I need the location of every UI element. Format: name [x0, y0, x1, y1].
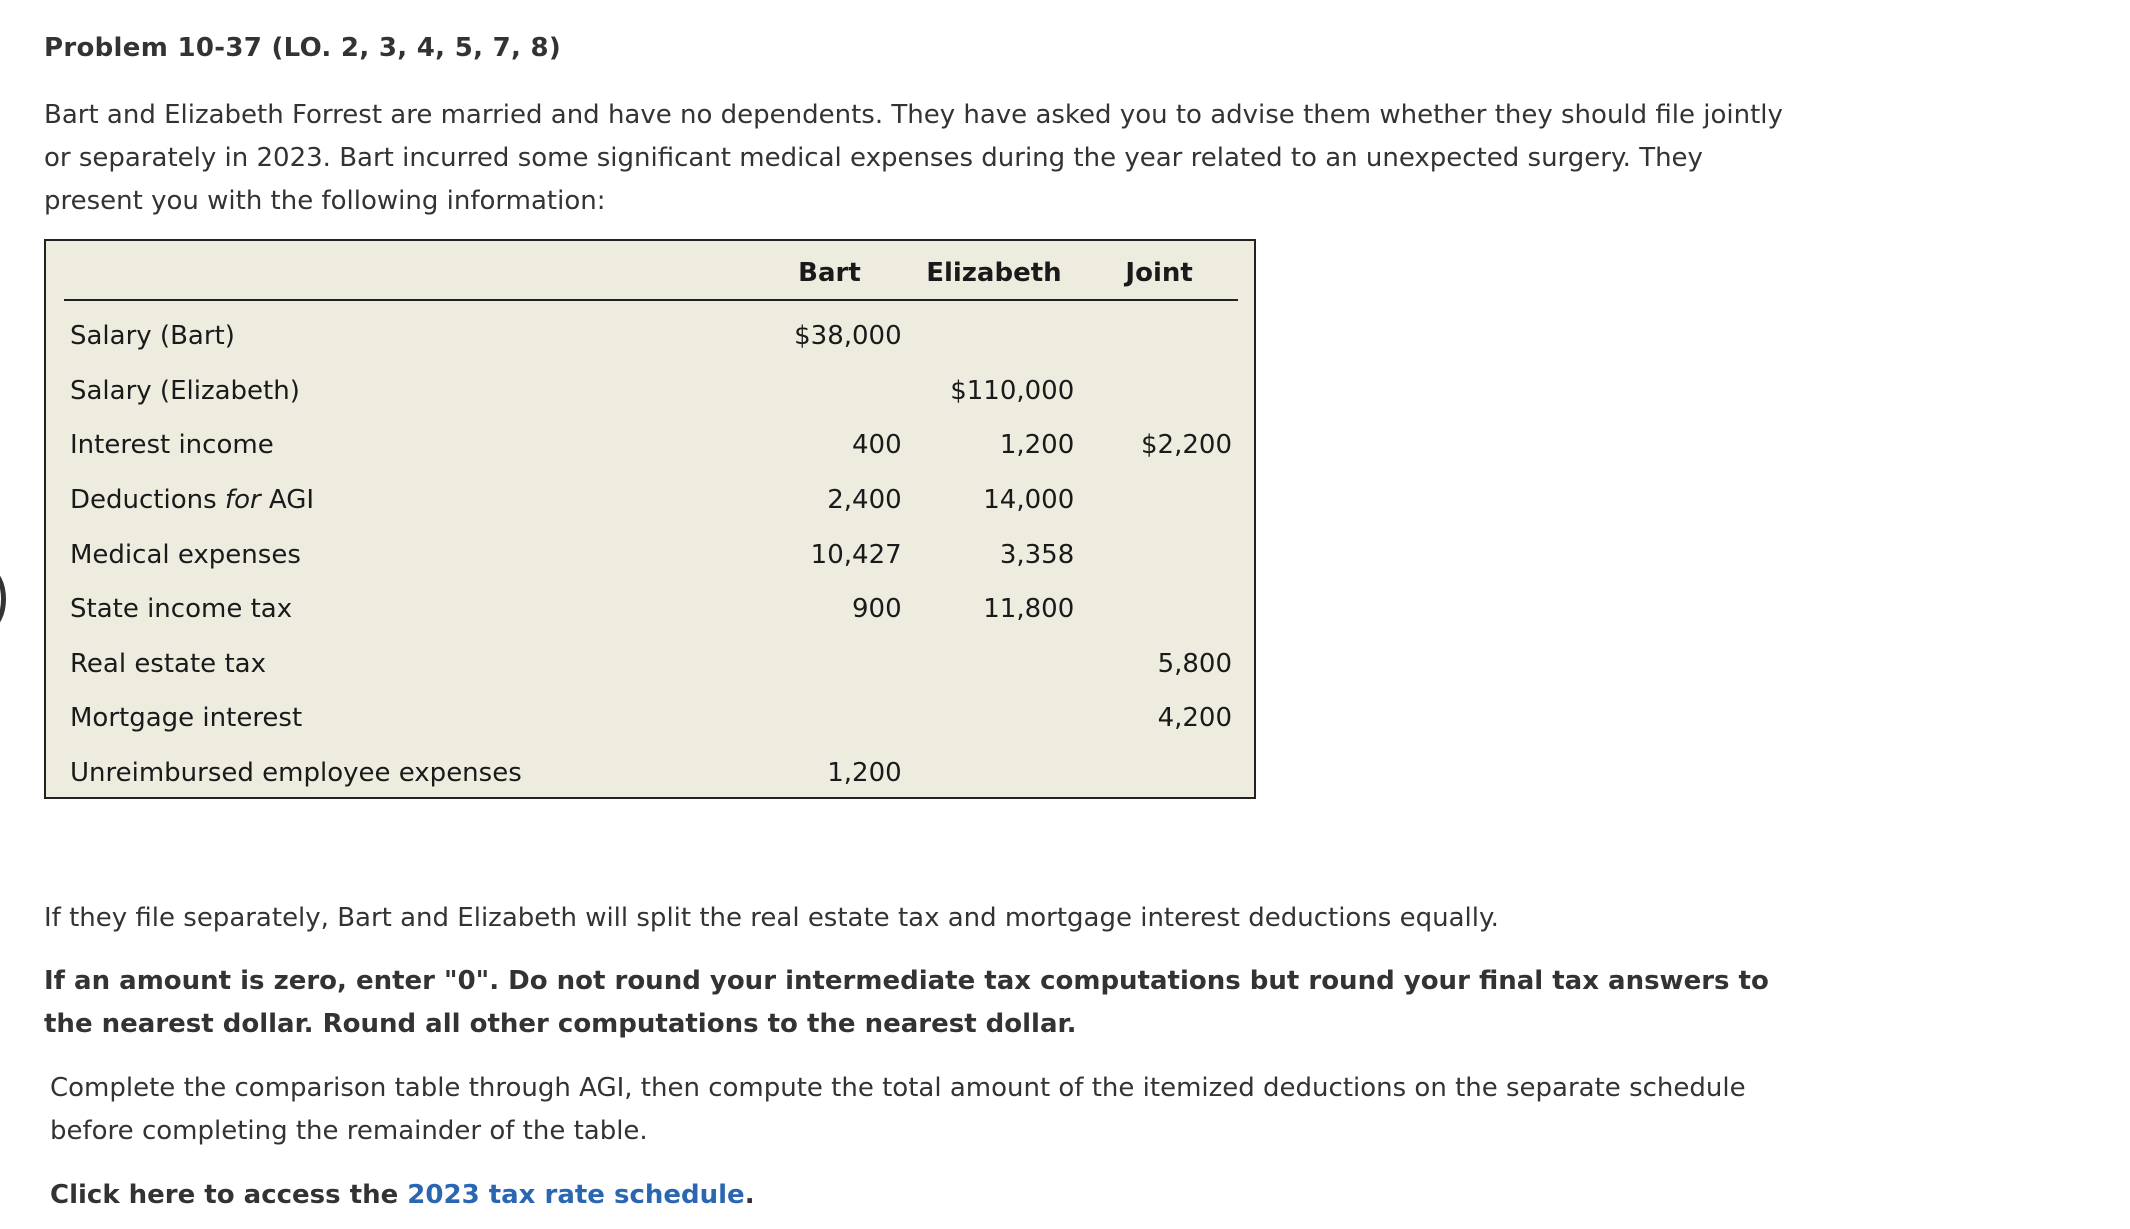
- elizabeth-value: $110,000: [950, 375, 1075, 406]
- information-table-box: [44, 239, 1256, 799]
- elizabeth-value: [908, 637, 1081, 692]
- table-row: [64, 473, 1238, 528]
- bart-value: [751, 691, 907, 746]
- header-joint: Joint: [1080, 247, 1238, 300]
- table-row: [64, 691, 1238, 746]
- joint-value: $2,200: [1141, 430, 1232, 461]
- tax-schedule-prompt: [44, 1174, 1804, 1217]
- table-row: [64, 582, 1238, 637]
- elizabeth-value: [908, 746, 1081, 801]
- header-elizabeth: Elizabeth: [908, 247, 1081, 300]
- rounding-instructions: If an amount is zero, enter "0". Do not round your intermediate tax computations but round your final tax answers to the nearest dollar. Round all other computations to the nearest dollar.: [44, 966, 1769, 1039]
- header-label: [64, 247, 751, 300]
- header-bart: Bart: [751, 247, 907, 300]
- table-row: [64, 300, 1238, 364]
- elizabeth-value: 3,358: [999, 539, 1075, 570]
- joint-value: [1080, 527, 1238, 582]
- row-label: Real estate tax: [70, 648, 266, 679]
- row-label: State income tax: [70, 594, 293, 625]
- bart-value: 10,427: [810, 539, 902, 570]
- row-label: Mortgage interest: [70, 703, 303, 734]
- row-label-emphasis: for: [224, 485, 261, 516]
- table-row: [64, 527, 1238, 582]
- row-label: Medical expenses: [70, 539, 301, 570]
- information-table: [64, 247, 1238, 800]
- bart-value: $38,000: [794, 321, 902, 352]
- row-label-pre: Deductions: [70, 485, 225, 516]
- tax-schedule-prefix: Click here to access the: [50, 1180, 408, 1210]
- elizabeth-value: 14,000: [983, 485, 1075, 516]
- table-row: [64, 418, 1238, 473]
- bart-value: [751, 637, 907, 692]
- elizabeth-value: 1,200: [999, 430, 1075, 461]
- problem-page: [44, 28, 1804, 1217]
- row-label: Interest income: [70, 430, 274, 461]
- joint-value: [1080, 746, 1238, 801]
- elizabeth-value: [908, 691, 1081, 746]
- bart-value: 400: [852, 430, 902, 461]
- joint-value: 4,200: [1157, 703, 1232, 734]
- table-row: [64, 364, 1238, 419]
- row-label: Salary (Elizabeth): [70, 375, 300, 406]
- bart-value: 900: [852, 594, 902, 625]
- row-label: Salary (Bart): [70, 321, 235, 352]
- joint-value: [1080, 364, 1238, 419]
- elizabeth-value: [908, 300, 1081, 364]
- completion-instructions: Complete the comparison table through AGI, then compute the total amount of the itemized deductions on the separate schedule before completing the remainder of the table.: [50, 1073, 1746, 1146]
- joint-value: 5,800: [1157, 648, 1232, 679]
- bart-value: [751, 364, 907, 419]
- row-label: Unreimbursed employee expenses: [70, 758, 522, 789]
- partial-circle-icon: [0, 570, 6, 628]
- joint-value: [1080, 582, 1238, 637]
- table-header-row: [64, 247, 1238, 300]
- tax-schedule-suffix: .: [744, 1180, 755, 1210]
- table-row: [64, 746, 1238, 801]
- elizabeth-value: 11,800: [983, 594, 1075, 625]
- joint-value: [1080, 300, 1238, 364]
- bart-value: 1,200: [827, 758, 902, 789]
- row-label-post: AGI: [260, 485, 315, 516]
- row-label: [64, 473, 751, 528]
- table-row: [64, 637, 1238, 692]
- problem-intro: Bart and Elizabeth Forrest are married and have no dependents. They have asked you to advise them whether they should file jointly or separately in 2023. Bart incurred some significant medical expenses during the year related to an unexpected surgery. They present you with the following information:: [44, 100, 1783, 216]
- tax-rate-schedule-link[interactable]: 2023 tax rate schedule: [407, 1180, 745, 1210]
- joint-value: [1080, 473, 1238, 528]
- problem-title: Problem 10-37 (LO. 2, 3, 4, 5, 7, 8): [44, 33, 562, 63]
- split-note: If they file separately, Bart and Elizabeth will split the real estate tax and mortgage interest deductions equally.: [44, 903, 1499, 933]
- bart-value: 2,400: [827, 485, 902, 516]
